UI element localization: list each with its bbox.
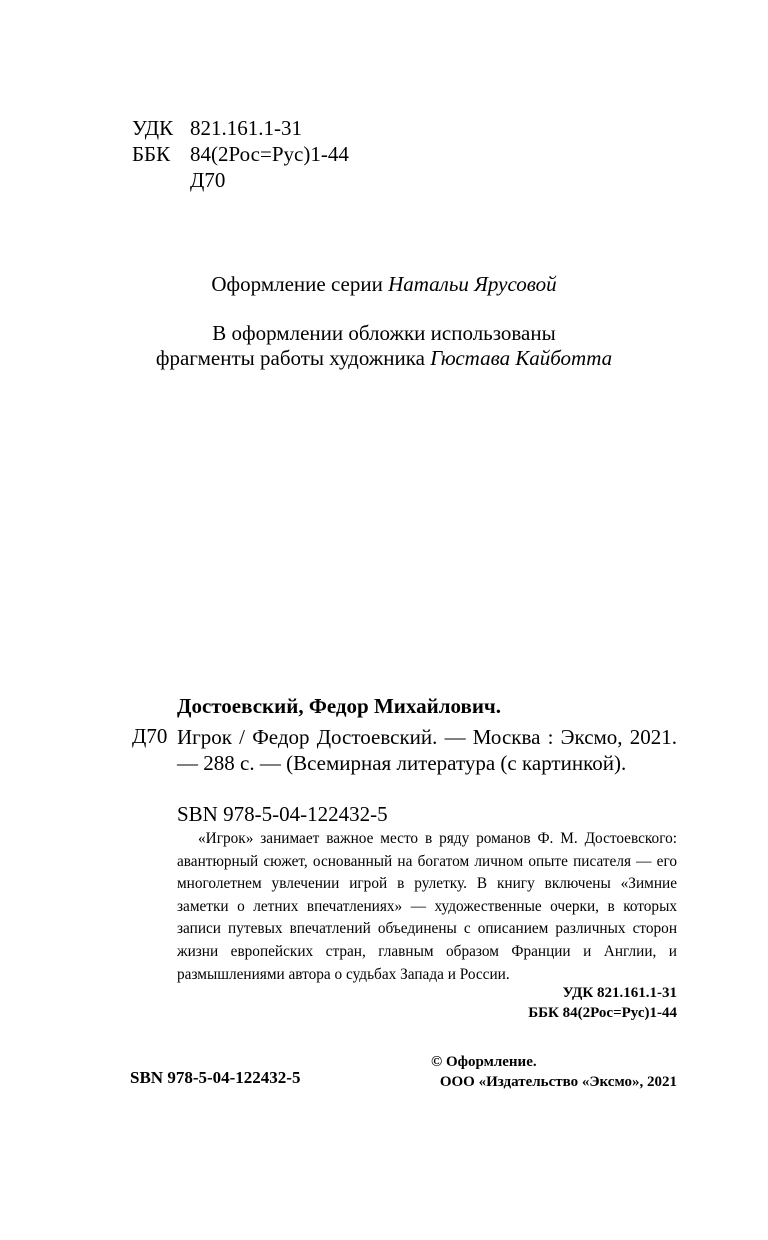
bbk-line <box>132 140 349 168</box>
cover-artist: Гюстава Кайботта <box>430 346 613 370</box>
udk-line <box>132 114 302 142</box>
catalog-bbk: ББК 84(2Рос=Рус)1-44 <box>528 1005 677 1021</box>
series-design-credit <box>0 272 768 297</box>
udk-label: УДК <box>132 116 174 140</box>
footer-isbn: SBN 978-5-04-122432-5 <box>130 1068 301 1087</box>
catalog-isbn: SBN 978-5-04-122432-5 <box>177 802 388 826</box>
catalog-description: Игрок / Федор Достоевский. — Москва : Эксмо, 2021. — 288 с. — (Всемирная литература (с картинкой). <box>177 725 677 775</box>
bbk-label: ББК <box>132 142 171 166</box>
catalog-author: Достоевский, Федор Михайлович. <box>177 694 502 718</box>
cover-credit-line1: В оформлении обложки использованы <box>212 321 556 345</box>
catalog-code: Д70 <box>132 724 168 748</box>
cover-credit-line2 <box>0 346 768 371</box>
copyright-line1: © Оформление. <box>431 1054 537 1070</box>
author-mark: Д70 <box>190 168 226 192</box>
cover-credit-prefix: фрагменты работы художника <box>155 346 425 370</box>
udk-value: 821.161.1-31 <box>190 116 302 140</box>
copyright-line2: ООО «Издательство «Эксмо», 2021 <box>439 1074 677 1090</box>
series-designer: Натальи Ярусовой <box>388 272 557 296</box>
bbk-value: 84(2Рос=Рус)1-44 <box>190 142 349 166</box>
catalog-annotation: «Игрок» занимает важное место в ряду романов Ф. М. Достоевского: авантюрный сюжет, основанный на богатом личном опыте писателя — его многолетнем увлечении игрой в рулетку. В книгу включены «Зимние заметки о летних впечатлениях» — художественные очерки, в которых записи путевых впечатлений объединены с описанием различных сторон жизни европейских стран, главным образом Франции и Англии, и размышлениями автора о судьбах Запада и России. <box>177 830 677 983</box>
series-design-prefix: Оформление серии <box>211 272 383 296</box>
catalog-udk: УДК 821.161.1-31 <box>562 985 677 1001</box>
